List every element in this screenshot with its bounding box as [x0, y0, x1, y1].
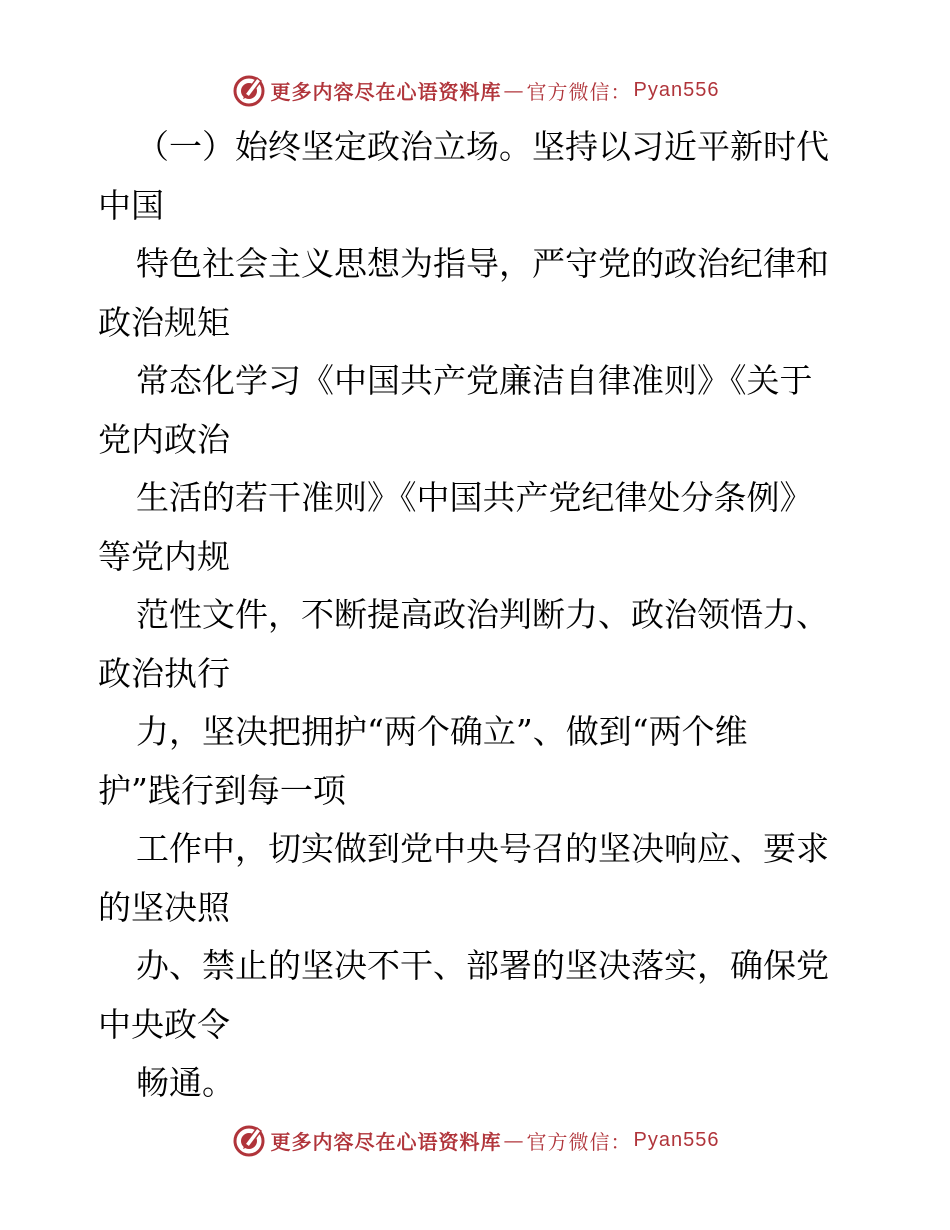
text-line: （一）始终坚定政治立场。坚持以习近平新时代	[136, 127, 829, 166]
text-line: 等党内规	[98, 536, 230, 576]
banner-wechat-label: 官方微信：	[526, 79, 632, 104]
text-line: 畅通。	[136, 1063, 235, 1102]
text-line: 护”践行到每一项	[98, 770, 346, 810]
text-line: 生活的若干准则》《中国共产党纪律处分条例》	[136, 478, 813, 517]
banner-wechat-id: Pyan556	[633, 1128, 720, 1151]
text-line: 特色社会主义思想为指导，严守党的政治纪律和	[136, 244, 829, 283]
text-line: 中国	[98, 185, 164, 225]
header-banner	[0, 70, 950, 110]
text-line: 办、禁止的坚决不干、部署的坚决落实，确保党	[136, 946, 829, 985]
banner-wechat-id: Pyan556	[633, 78, 720, 101]
banner-main-text: 更多内容尽在心语资料库	[270, 1129, 502, 1154]
footer-banner	[0, 1120, 950, 1160]
text-line: 常态化学习《中国共产党廉洁自律准则》《关于	[136, 361, 813, 400]
text-line: 力，坚决把拥护“两个确立”、做到“两个维	[136, 712, 748, 751]
pen-seal-icon	[231, 72, 267, 108]
text-line: 的坚决照	[98, 887, 230, 927]
text-line: 中央政令	[98, 1004, 230, 1044]
body-text	[98, 118, 858, 1113]
banner-dash: —	[503, 1128, 525, 1152]
banner-main-text: 更多内容尽在心语资料库	[270, 79, 502, 104]
pen-seal-icon	[231, 1122, 267, 1158]
text-line: 工作中，切实做到党中央号召的坚决响应、要求	[136, 829, 829, 868]
banner-dash: —	[503, 78, 525, 102]
text-line: 政治执行	[98, 653, 230, 693]
text-line: 范性文件，不断提高政治判断力、政治领悟力、	[136, 595, 829, 634]
text-line: 政治规矩	[98, 302, 230, 342]
text-line: 党内政治	[98, 419, 230, 459]
banner-wechat-label: 官方微信：	[526, 1129, 632, 1154]
